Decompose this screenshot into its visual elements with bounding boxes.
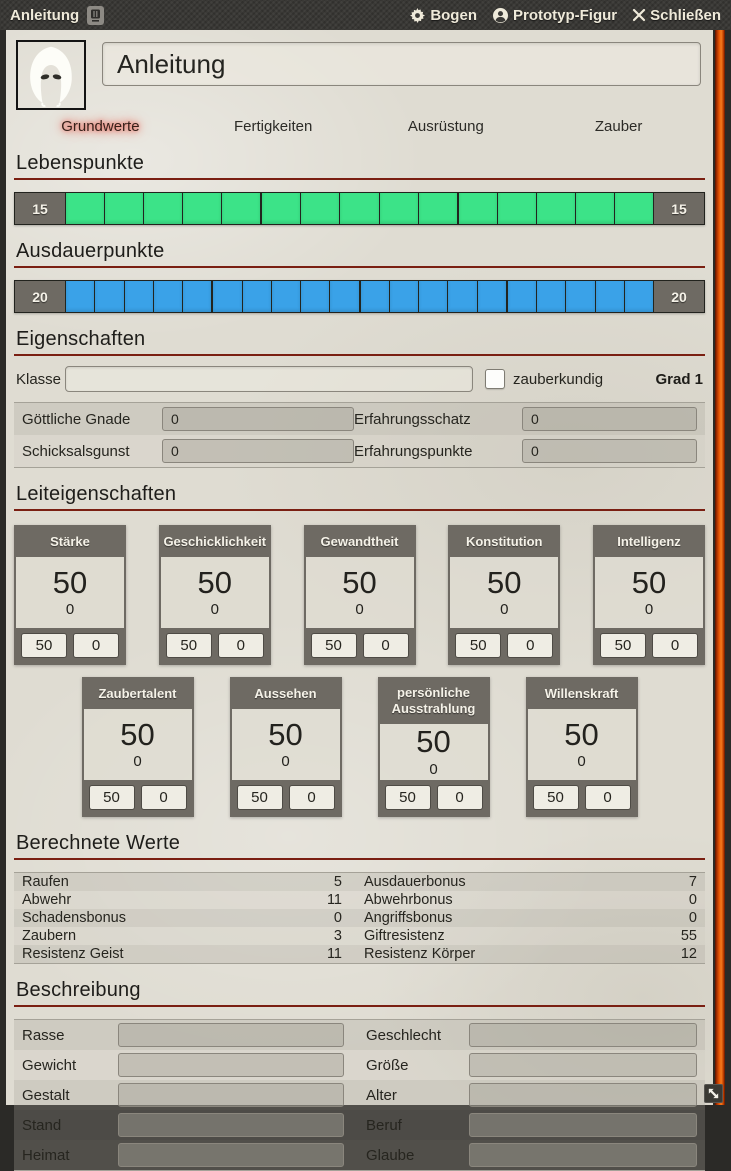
attribute-card-aussehen bbox=[230, 677, 342, 817]
lebenspunkte-cells bbox=[65, 193, 654, 224]
bw-label-giftresistenz: Giftresistenz bbox=[364, 928, 445, 944]
attribute-cards-row-2 bbox=[14, 677, 705, 817]
attribute-card-willenskraft bbox=[526, 677, 638, 817]
attribute-card-footer bbox=[528, 780, 636, 815]
tab-fertigkeiten[interactable]: Fertigkeiten bbox=[233, 118, 313, 135]
ap-cell[interactable] bbox=[506, 281, 536, 312]
attribute-card-stärke bbox=[14, 525, 126, 665]
bw-value-schadensbonus: 0 bbox=[333, 910, 342, 926]
attribute-sub-value: 0 bbox=[65, 601, 75, 619]
field-input-erfahrungsschatz[interactable] bbox=[522, 407, 697, 431]
titlebar bbox=[0, 0, 731, 30]
hp-cell[interactable] bbox=[221, 193, 260, 224]
attribute-card-gewandtheit bbox=[304, 525, 416, 665]
desc-input-stand[interactable] bbox=[118, 1113, 344, 1137]
section-title-berechnete-werte: Berechnete Werte bbox=[14, 832, 705, 860]
attribute-main-value: 50 bbox=[631, 564, 667, 600]
attribute-input-1[interactable] bbox=[166, 633, 212, 658]
attribute-card-footer bbox=[232, 780, 340, 815]
desc-input-gestalt[interactable] bbox=[118, 1083, 344, 1107]
lebenspunkte-bar bbox=[14, 192, 705, 225]
attribute-main-value: 50 bbox=[120, 716, 155, 752]
ap-cell[interactable] bbox=[271, 281, 300, 312]
attribute-card-title: Gewandtheit bbox=[306, 527, 414, 557]
attribute-card-footer bbox=[16, 628, 124, 663]
ap-cell[interactable] bbox=[153, 281, 182, 312]
attribute-card-title: Zaubertalent bbox=[84, 679, 192, 709]
klasse-input[interactable] bbox=[65, 366, 473, 392]
bw-value-zaubern: 3 bbox=[333, 928, 342, 944]
gear-icon bbox=[410, 8, 425, 23]
attribute-sub-value: 0 bbox=[281, 753, 290, 771]
menu-schliessen-label: Schließen bbox=[650, 6, 721, 24]
field-input-erfahrungspunkte[interactable] bbox=[522, 439, 697, 463]
beschreibung-table bbox=[14, 1019, 705, 1171]
bw-label-abwehrbonus: Abwehrbonus bbox=[364, 892, 453, 908]
bw-label-schadensbonus: Schadensbonus bbox=[22, 910, 126, 926]
hp-cell[interactable] bbox=[418, 193, 457, 224]
scrollbar[interactable] bbox=[715, 30, 725, 1105]
bw-label-resistenz-körper: Resistenz Körper bbox=[364, 946, 476, 962]
window-title: Anleitung bbox=[10, 6, 80, 24]
desc-input-beruf[interactable] bbox=[469, 1113, 697, 1137]
section-title-beschreibung: Beschreibung bbox=[14, 979, 705, 1007]
field-label-erfahrungsschatz: Erfahrungsschatz bbox=[354, 410, 471, 428]
attribute-card-body bbox=[84, 709, 192, 780]
ap-cell[interactable] bbox=[447, 281, 476, 312]
ap-cell[interactable] bbox=[418, 281, 447, 312]
bw-value-angriffsbonus: 0 bbox=[688, 910, 697, 926]
attribute-card-body bbox=[450, 557, 558, 628]
attribute-input-2[interactable] bbox=[218, 633, 264, 658]
attribute-card-footer bbox=[380, 780, 488, 815]
attribute-input-1[interactable] bbox=[311, 633, 357, 658]
attribute-main-value: 50 bbox=[268, 716, 303, 752]
berechnete-werte-row bbox=[14, 891, 705, 909]
attribute-sub-value: 0 bbox=[644, 601, 654, 619]
attribute-input-1[interactable] bbox=[455, 633, 501, 658]
ap-cell[interactable] bbox=[211, 281, 241, 312]
tab-bar bbox=[14, 116, 705, 137]
attribute-card-body bbox=[161, 557, 269, 628]
attribute-card-title: Geschicklichkeit bbox=[161, 527, 269, 557]
bw-label-zaubern: Zaubern bbox=[22, 928, 77, 944]
desc-input-rasse[interactable] bbox=[118, 1023, 344, 1047]
eigenschaften-fields-table bbox=[14, 402, 705, 468]
hp-cell[interactable] bbox=[575, 193, 614, 224]
attribute-input-2[interactable] bbox=[437, 785, 483, 810]
ap-cell[interactable] bbox=[359, 281, 389, 312]
attribute-input-1[interactable] bbox=[237, 785, 283, 810]
hp-cell[interactable] bbox=[536, 193, 575, 224]
attribute-card-body bbox=[16, 557, 124, 628]
zauberkundig-checkbox[interactable] bbox=[485, 369, 505, 389]
klasse-row bbox=[16, 366, 703, 392]
attribute-card-footer bbox=[84, 780, 192, 815]
hp-cell[interactable] bbox=[182, 193, 221, 224]
zauberkundig-label: zauberkundig bbox=[513, 370, 604, 388]
beschreibung-row bbox=[14, 1020, 705, 1050]
bw-label-resistenz-geist: Resistenz Geist bbox=[22, 946, 124, 962]
attribute-card-title: persönliche Ausstrahlung bbox=[380, 679, 488, 724]
attribute-card-title: Stärke bbox=[16, 527, 124, 557]
field-label-erfahrungspunkte: Erfahrungspunkte bbox=[354, 442, 473, 460]
attribute-sub-value: 0 bbox=[355, 601, 364, 619]
field-input-göttliche-gnade[interactable] bbox=[162, 407, 354, 431]
eigenschaften-row bbox=[14, 435, 705, 467]
attribute-input-2[interactable] bbox=[73, 633, 119, 658]
attribute-card-title: Willenskraft bbox=[528, 679, 636, 709]
section-title-eigenschaften: Eigenschaften bbox=[14, 328, 705, 356]
beschreibung-row bbox=[14, 1110, 705, 1140]
bw-label-ausdauerbonus: Ausdauerbonus bbox=[364, 874, 466, 890]
hp-cell[interactable] bbox=[104, 193, 143, 224]
section-title-lebenspunkte: Lebenspunkte bbox=[14, 152, 705, 180]
ap-cell[interactable] bbox=[242, 281, 271, 312]
attribute-main-value: 50 bbox=[342, 564, 377, 600]
attribute-card-persönliche-ausstrahlung bbox=[378, 677, 490, 817]
hp-cell[interactable] bbox=[614, 193, 654, 224]
resize-handle-icon[interactable] bbox=[704, 1084, 723, 1103]
ap-cell[interactable] bbox=[624, 281, 654, 312]
desc-label-gestalt: Gestalt bbox=[22, 1086, 70, 1104]
section-title-leiteigenschaften: Leiteigenschaften bbox=[14, 483, 705, 511]
field-input-schicksalsgunst[interactable] bbox=[162, 439, 354, 463]
ap-cell[interactable] bbox=[124, 281, 153, 312]
attribute-card-body bbox=[595, 557, 703, 628]
desc-input-glaube[interactable] bbox=[469, 1143, 697, 1167]
attribute-input-1[interactable] bbox=[21, 633, 67, 658]
hp-cell[interactable] bbox=[260, 193, 300, 224]
attribute-card-body bbox=[232, 709, 340, 780]
desc-label-beruf: Beruf bbox=[366, 1116, 402, 1134]
attribute-input-1[interactable] bbox=[385, 785, 431, 810]
ap-cell[interactable] bbox=[565, 281, 594, 312]
hp-cell[interactable] bbox=[300, 193, 339, 224]
character-name-input[interactable] bbox=[102, 42, 701, 86]
ap-cell[interactable] bbox=[65, 281, 94, 312]
attribute-card-zaubertalent bbox=[82, 677, 194, 817]
bw-value-abwehr: 11 bbox=[326, 892, 342, 908]
ap-cell[interactable] bbox=[477, 281, 506, 312]
hp-cell[interactable] bbox=[143, 193, 182, 224]
beschreibung-row bbox=[14, 1080, 705, 1110]
berechnete-werte-row bbox=[14, 873, 705, 891]
attribute-main-value: 50 bbox=[416, 723, 451, 759]
attribute-input-2[interactable] bbox=[585, 785, 631, 810]
sheet-header bbox=[16, 40, 705, 110]
attribute-card-intelligenz bbox=[593, 525, 705, 665]
attribute-input-2[interactable] bbox=[141, 785, 187, 810]
hp-cell[interactable] bbox=[457, 193, 497, 224]
eigenschaften-row bbox=[14, 403, 705, 435]
person-icon bbox=[493, 8, 508, 23]
attribute-sub-value: 0 bbox=[133, 753, 142, 771]
attribute-card-konstitution bbox=[448, 525, 560, 665]
desc-input-größe[interactable] bbox=[469, 1053, 697, 1077]
attribute-input-1[interactable] bbox=[89, 785, 135, 810]
hp-cell[interactable] bbox=[65, 193, 104, 224]
desc-input-geschlecht[interactable] bbox=[469, 1023, 697, 1047]
beschreibung-row bbox=[14, 1140, 705, 1170]
ap-cell[interactable] bbox=[595, 281, 624, 312]
bw-value-raufen: 5 bbox=[333, 874, 342, 890]
ausdauerpunkte-max: 20 bbox=[654, 281, 704, 312]
ausdauerpunkte-min: 20 bbox=[15, 281, 65, 312]
titlebar-left bbox=[10, 6, 104, 25]
lebenspunkte-min: 15 bbox=[15, 193, 65, 224]
berechnete-werte-row bbox=[14, 927, 705, 945]
bw-label-raufen: Raufen bbox=[22, 874, 69, 890]
lebenspunkte-max: 15 bbox=[654, 193, 704, 224]
attribute-main-value: 50 bbox=[52, 564, 88, 600]
ausdauerpunkte-cells bbox=[65, 281, 654, 312]
titlebar-menu bbox=[410, 7, 721, 24]
ap-cell[interactable] bbox=[300, 281, 329, 312]
attribute-main-value: 50 bbox=[487, 564, 522, 600]
attribute-card-geschicklichkeit bbox=[159, 525, 271, 665]
hp-cell[interactable] bbox=[339, 193, 378, 224]
attribute-input-2[interactable] bbox=[507, 633, 553, 658]
bw-value-resistenz-körper: 12 bbox=[680, 946, 697, 962]
attribute-card-title: Aussehen bbox=[232, 679, 340, 709]
berechnete-werte-row bbox=[14, 909, 705, 927]
tab-ausrüstung[interactable]: Ausrüstung bbox=[407, 118, 484, 135]
section-title-ausdauerpunkte: Ausdauerpunkte bbox=[14, 240, 705, 268]
desc-label-gewicht: Gewicht bbox=[22, 1056, 77, 1074]
desc-input-gewicht[interactable] bbox=[118, 1053, 344, 1077]
attribute-sub-value: 0 bbox=[429, 760, 438, 778]
desc-input-alter[interactable] bbox=[469, 1083, 697, 1107]
attribute-card-footer bbox=[306, 628, 414, 663]
menu-prototyp-figur[interactable] bbox=[493, 7, 617, 24]
desc-label-rasse: Rasse bbox=[22, 1026, 65, 1044]
attribute-main-value: 50 bbox=[564, 716, 599, 752]
hp-cell[interactable] bbox=[379, 193, 418, 224]
attribute-input-1[interactable] bbox=[533, 785, 579, 810]
grad-label: Grad 1 bbox=[655, 370, 703, 388]
attribute-sub-value: 0 bbox=[210, 601, 219, 619]
desc-label-größe: Größe bbox=[366, 1056, 409, 1074]
ausdauerpunkte-bar bbox=[14, 280, 705, 313]
attribute-input-2[interactable] bbox=[652, 633, 698, 658]
menu-schliessen[interactable] bbox=[633, 7, 721, 24]
attribute-cards-row-1 bbox=[14, 525, 705, 665]
field-label-göttliche-gnade: Göttliche Gnade bbox=[22, 410, 131, 428]
desc-label-stand: Stand bbox=[22, 1116, 62, 1134]
field-label-schicksalsgunst: Schicksalsgunst bbox=[22, 442, 130, 460]
ap-cell[interactable] bbox=[94, 281, 123, 312]
desc-label-glaube: Glaube bbox=[366, 1146, 415, 1164]
hp-cell[interactable] bbox=[497, 193, 536, 224]
desc-input-heimat[interactable] bbox=[118, 1143, 344, 1167]
bw-value-resistenz-geist: 11 bbox=[326, 946, 342, 962]
sheet-content bbox=[6, 30, 713, 1164]
bw-label-abwehr: Abwehr bbox=[22, 892, 72, 908]
attribute-card-body bbox=[380, 724, 488, 781]
attribute-card-body bbox=[528, 709, 636, 780]
tab-zauber[interactable]: Zauber bbox=[594, 118, 643, 135]
bw-value-ausdauerbonus: 7 bbox=[688, 874, 697, 890]
ap-cell[interactable] bbox=[182, 281, 211, 312]
attribute-card-title: Intelligenz bbox=[595, 527, 703, 557]
berechnete-werte-row bbox=[14, 945, 705, 963]
attribute-sub-value: 0 bbox=[500, 601, 509, 619]
beschreibung-row bbox=[14, 1050, 705, 1080]
attribute-main-value: 50 bbox=[197, 564, 232, 600]
klasse-label: Klasse bbox=[16, 370, 62, 388]
desc-label-heimat: Heimat bbox=[22, 1146, 70, 1164]
desc-label-geschlecht: Geschlecht bbox=[366, 1026, 442, 1044]
ap-cell[interactable] bbox=[389, 281, 418, 312]
tab-grundwerte[interactable]: Grundwerte bbox=[61, 118, 140, 135]
attribute-card-footer bbox=[595, 628, 703, 663]
attribute-input-2[interactable] bbox=[363, 633, 409, 658]
bw-value-abwehrbonus: 0 bbox=[688, 892, 697, 908]
ap-cell[interactable] bbox=[536, 281, 565, 312]
ap-cell[interactable] bbox=[329, 281, 358, 312]
attribute-sub-value: 0 bbox=[577, 753, 586, 771]
attribute-card-footer bbox=[450, 628, 558, 663]
desc-label-alter: Alter bbox=[366, 1086, 397, 1104]
bw-label-angriffsbonus: Angriffsbonus bbox=[364, 910, 453, 926]
bw-value-giftresistenz: 55 bbox=[680, 928, 697, 944]
berechnete-werte-table bbox=[14, 872, 705, 964]
menu-prototyp-figur-label: Prototyp-Figur bbox=[512, 6, 618, 24]
attribute-input-1[interactable] bbox=[600, 633, 646, 658]
book-icon[interactable] bbox=[87, 6, 104, 25]
attribute-card-footer bbox=[161, 628, 269, 663]
close-icon bbox=[633, 9, 645, 21]
attribute-card-title: Konstitution bbox=[450, 527, 558, 557]
avatar[interactable] bbox=[16, 40, 86, 110]
menu-bogen-label: Bogen bbox=[430, 6, 477, 24]
attribute-input-2[interactable] bbox=[289, 785, 335, 810]
attribute-card-body bbox=[306, 557, 414, 628]
menu-bogen[interactable] bbox=[410, 7, 477, 24]
